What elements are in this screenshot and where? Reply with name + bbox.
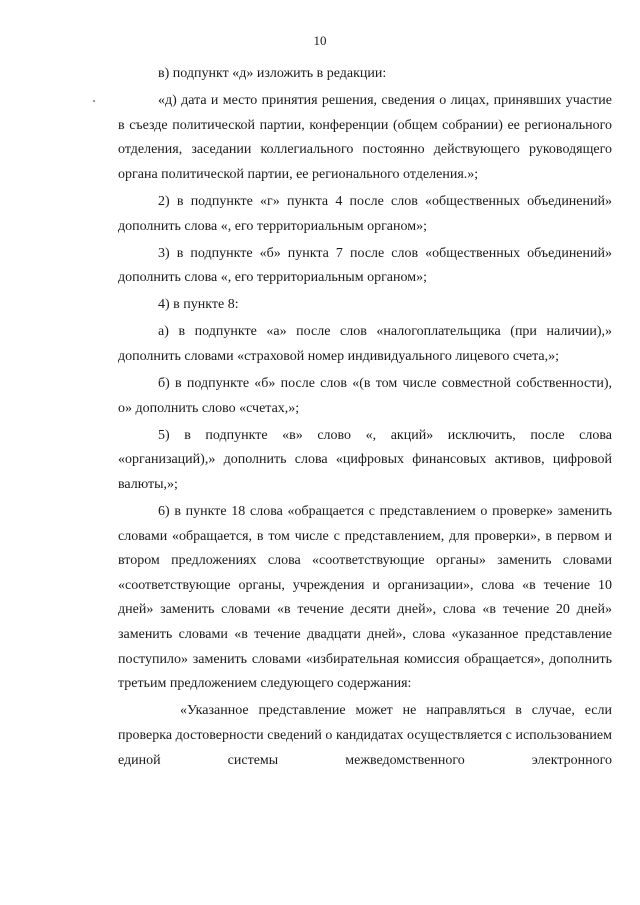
paragraph-2: 2) в подпункте «г» пункта 4 после слов «общественных объединений» дополнить слова «, его территориальным органом»; — [118, 193, 612, 234]
document-body — [118, 62, 612, 776]
paragraph-3: 3) в подпункте «б» пункта 7 после слов «общественных объединений» дополнить слова «, его территориальным органом»; — [118, 245, 612, 286]
paragraph-d-quote: «д) дата и место принятия решения, сведения о лицах, принявших участие в съезде политической партии, конференции (общем собрании) ее регионального отделения, заседании коллегиального постоянно действующего руководящего органа политической партии, ее регионального отделения.»; — [118, 93, 612, 182]
paragraph-5: 5) в подпункте «в» слово «, акций» исключить, после слова «организаций),» дополнить слова «цифровых финансовых активов, цифровой валюты,»; — [118, 427, 612, 492]
paragraph-quote: «Указанное представление может не направляться в случае, если проверка достоверности сведений о кандидатах осуществляется с использованием единой системы межведомственного электронного — [118, 703, 612, 768]
scan-mark — [93, 100, 95, 102]
page-number: 10 — [313, 33, 327, 48]
paragraph-4b: б) в подпункте «б» после слов «(в том числе совместной собственности), о» дополнить слово «счетах,»; — [118, 376, 612, 416]
paragraph-v: в) подпункт «д» изложить в редакции: — [158, 66, 387, 81]
paragraph-6: 6) в пункте 18 слова «обращается с представлением о проверке» заменить словами «обращается, в том числе с представлением, для проверки», в первом и втором предложениях слова «соответствующие органы» заменить словами «соответствующие органы, учреждения и организации», слова «в течение 10 дней» заменить словами «в течение десяти дней», слова «в течение 20 дней» заменить словами «в течение двадцати дней», слова «указанное представление поступило» заменить словами «избирательная комиссия обращается», дополнить третьим предложением следующего содержания: — [118, 504, 612, 692]
paragraph-4a: а) в подпункте «а» после слов «налогоплательщика (при наличии),» дополнить словами «страховой номер индивидуального лицевого счета,»; — [118, 324, 612, 365]
paragraph-4: 4) в пункте 8: — [158, 297, 239, 313]
